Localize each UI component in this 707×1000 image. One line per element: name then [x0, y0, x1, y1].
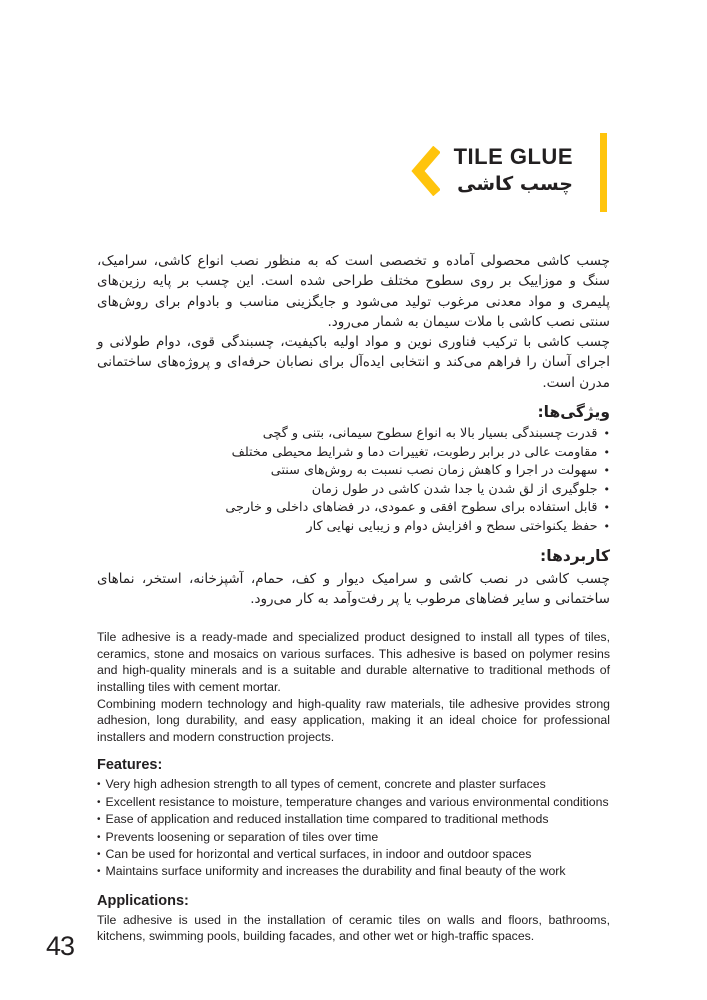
list-item-label: Maintains surface uniformity and increases the durability and final beauty of the work	[105, 864, 566, 879]
list-item-label: Can be used for horizontal and vertical surfaces, in indoor and outdoor spaces	[105, 847, 532, 862]
bullet-icon: •	[97, 779, 101, 791]
product-header	[410, 140, 573, 201]
bullet-icon: •	[603, 427, 610, 441]
bullet-icon: •	[97, 814, 101, 826]
page-content	[97, 251, 610, 945]
list-item-label: Excellent resistance to moisture, temperature changes and various environmental conditions	[105, 794, 609, 809]
chevron-left-icon	[410, 146, 440, 201]
list-item	[97, 846, 610, 863]
bullet-icon: •	[603, 445, 610, 459]
persian-applications-text: چسب کاشی در نصب کاشی و سرامیک دیوار و کف، حمام، آشپزخانه، استخر، نماهای ساختمانی و سایر فضاهای مرطوب یا پر رفت‌وآمد به کار می‌رود.	[97, 570, 610, 607]
bullet-icon: •	[97, 866, 101, 878]
list-item-label: سهولت در اجرا و کاهش زمان نصب نسبت به روش‌های سنتی	[270, 463, 598, 479]
list-item	[97, 863, 610, 880]
persian-features-list	[97, 425, 610, 537]
english-features-list	[97, 776, 610, 880]
english-intro-paragraph-1: Tile adhesive is a ready-made and specialized product designed to install all types of tiles, ceramics, stone and mosaics on various surfaces. This adhesive is based on polymer resins and high-quality minerals and is a suitable and durable alternative to traditional methods of installing tiles with cement mortar.	[97, 630, 610, 695]
list-item-label: حفظ یکنواختی سطح و افزایش دوام و زیبایی نهایی کار	[306, 519, 598, 535]
product-titles	[454, 144, 573, 198]
bullet-icon: •	[603, 482, 610, 496]
list-item	[97, 829, 610, 846]
english-intro-paragraph-2: Combining modern technology and high-quality raw materials, tile adhesive provides strong adhesion, long durability, and easy application, making it an ideal choice for professional installers and modern construction projects.	[97, 696, 610, 744]
list-item	[97, 425, 610, 444]
bullet-icon: •	[603, 501, 610, 515]
persian-intro-paragraph-2: چسب کاشی با ترکیب فناوری نوین و مواد اولیه باکیفیت، چسبندگی قوی، دوام طولانی و اجرای آسان را فراهم می‌کند و انتخابی ایده‌آل برای نصابان حرفه‌ای و پروژه‌های ساختمانی مدرن است.	[97, 334, 610, 391]
list-item	[97, 462, 610, 481]
product-title-persian: چسب کاشی	[457, 172, 573, 195]
bullet-icon: •	[603, 520, 610, 534]
product-title-english: TILE GLUE	[453, 143, 573, 169]
page-number: 43	[46, 931, 75, 961]
list-item-label: قدرت چسبندگی بسیار بالا به انواع سطوح سیمانی، بتنی و گچی	[262, 426, 598, 442]
list-item	[97, 811, 610, 828]
list-item-label: جلوگیری از لق شدن یا جدا شدن کاشی در طول زمان	[311, 481, 598, 497]
list-item-label: قابل استفاده برای سطوح افقی و عمودی، در فضاهای داخلی و خارجی	[225, 500, 598, 516]
list-item-label: Ease of application and reduced installation time compared to traditional methods	[105, 812, 549, 827]
bullet-icon: •	[603, 464, 610, 478]
english-applications-text: Tile adhesive is used in the installation of ceramic tiles on walls and floors, bathrooms, kitchens, swimming pools, building facades, and other wet or high-traffic spaces.	[97, 912, 610, 944]
bullet-icon: •	[97, 831, 101, 843]
list-item	[97, 499, 610, 518]
list-item	[97, 481, 610, 500]
english-section	[97, 629, 610, 945]
list-item	[97, 776, 610, 793]
persian-applications-heading: کاربردها:	[540, 546, 610, 565]
bullet-icon: •	[97, 849, 101, 861]
list-item	[97, 518, 610, 537]
list-item	[97, 444, 610, 463]
list-item-label: مقاومت عالی در برابر رطوبت، تغییرات دما و شرایط محیطی مختلف	[231, 444, 598, 460]
english-features-heading: Features:	[97, 757, 163, 774]
list-item-label: Very high adhesion strength to all types of cement, concrete and plaster surfaces	[105, 777, 546, 792]
english-applications-heading: Applications:	[97, 892, 189, 909]
persian-features-heading: ویژگی‌ها:	[537, 403, 610, 422]
bullet-icon: •	[97, 796, 101, 808]
persian-section	[97, 251, 610, 609]
list-item-label: Prevents loosening or separation of tiles over time	[105, 829, 379, 844]
accent-bar	[600, 133, 607, 212]
persian-intro-paragraph-1: چسب کاشی محصولی آماده و تخصصی است که به منظور نصب انواع کاشی، سرامیک، سنگ و موزاییک بر روی سطوح مختلف طراحی شده است. این چسب بر پایه رزین‌های پلیمری و مواد معدنی مرغوب تولید می‌شود و جایگزینی مناسب و بادوام برای روش‌های سنتی نصب کاشی با ملات سیمان به شمار می‌رود.	[97, 253, 610, 330]
list-item	[97, 794, 610, 811]
